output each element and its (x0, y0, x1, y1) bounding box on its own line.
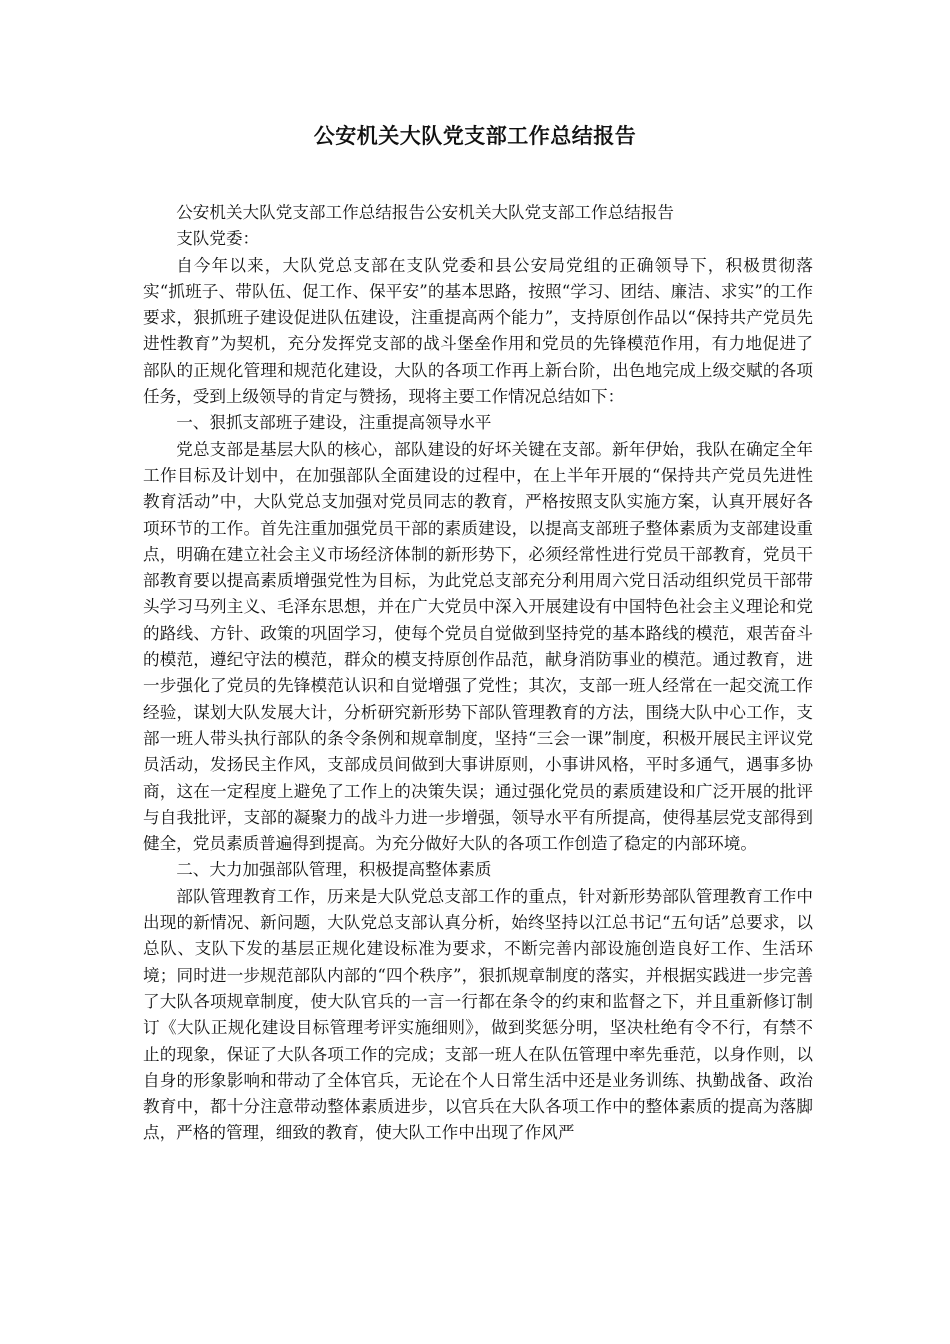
document-body (143, 200, 813, 1147)
paragraph-section-2: 部队管理教育工作，历来是大队党总支部工作的重点，针对新形势部队管理教育工作中出现的新情况、新问题，大队党总支部认真分析，始终坚持以江总书记“五句话”总要求，以总队、支队下发的基层正规化建设标准为要求，不断完善内部设施创造良好工作、生活环境；同时进一步规范部队内部的“四个秩序”，狠抓规章制度的落实，并根据实践进一步完善了大队各项规章制度，使大队官兵的一言一行都在条令的约束和监督之下，并且重新修订制订《大队正规化建设目标管理考评实施细则》，做到奖惩分明，坚决杜绝有令不行，有禁不止的现象，保证了大队各项工作的完成；支部一班人在队伍管理中率先垂范，以身作则，以自身的形象影响和带动了全体官兵，无论在个人日常生活中还是业务训练、执勤战备、政治教育中，都十分注意带动整体素质进步，以官兵在大队各项工作中的整体素质的提高为落脚点，严格的管理，细致的教育，使大队工作中出现了作风严 (143, 886, 813, 1143)
section-heading-1: 一、狠抓支部班子建设，注重提高领导水平 (176, 413, 492, 433)
section-heading-2: 二、大力加强部队管理，积极提高整体素质 (176, 860, 492, 880)
paragraph-salutation: 支队党委： (176, 229, 260, 249)
paragraph-section-1: 党总支部是基层大队的核心，部队建设的好坏关键在支部。新年伊始，我队在确定全年工作目标及计划中，在加强部队全面建设的过程中，在上半年开展的“保持共产党员先进性教育活动”中，大队党总支加强对党员同志的教育，严格按照支队实施方案，认真开展好各项环节的工作。首先注重加强党员干部的素质建设，以提高支部班子整体素质为支部建设重点，明确在建立社会主义市场经济体制的新形势下，必须经常性进行党员干部教育，党员干部教育要以提高素质增强党性为目标，为此党总支部充分利用周六党日活动组织党员干部带头学习马列主义、毛泽东思想，并在广大党员中深入开展建设有中国特色社会主义理论和党的路线、方针、政策的巩固学习，使每个党员自觉做到坚持党的基本路线的模范，艰苦奋斗的模范，遵纪守法的模范，群众的模支持原创作品范，献身消防事业的模范。通过教育，进一步强化了党员的先锋模范认识和自觉增强了党性；其次，支部一班人经常在一起交流工作经验，谋划大队发展大计，分析研究新形势下部队管理教育的方法，围绕大队中心工作，支部一班人带头执行部队的条令条例和规章制度，坚持“三会一课”制度，积极开展民主评议党员活动，发扬民主作风，支部成员间做到大事讲原则，小事讲风格，平时多通气，遇事多协商，这在一定程度上避免了工作上的决策失误；通过强化党员的素质建设和广泛开展的批评与自我批评，支部的凝聚力的战斗力进一步增强，领导水平有所提高，使得基层党支部得到健全，党员素质普遍得到提高。为充分做好大队的各项工作创造了稳定的内部环境。 (143, 439, 813, 854)
paragraph-intro: 自今年以来，大队党总支部在支队党委和县公安局党组的正确领导下，积极贯彻落实“抓班子、带队伍、促工作、保平安”的基本思路，按照“学习、团结、廉洁、求实”的工作要求，狠抓班子建设促进队伍建设，注重提高两个能力”，支持原创作品以“保持共产党员先进性教育”为契机，充分发挥党支部的战斗堡垒作用和党员的先锋模范作用，有力地促进了部队的正规化管理和规范化建设，大队的各项工作再上新台阶，出色地完成上级交赋的各项任务，受到上级领导的肯定与赞扬，现将主要工作情况总结如下： (143, 255, 813, 407)
document-title: 公安机关大队党支部工作总结报告 (313, 123, 637, 148)
paragraph-heading-line: 公安机关大队党支部工作总结报告公安机关大队党支部工作总结报告 (176, 203, 674, 222)
